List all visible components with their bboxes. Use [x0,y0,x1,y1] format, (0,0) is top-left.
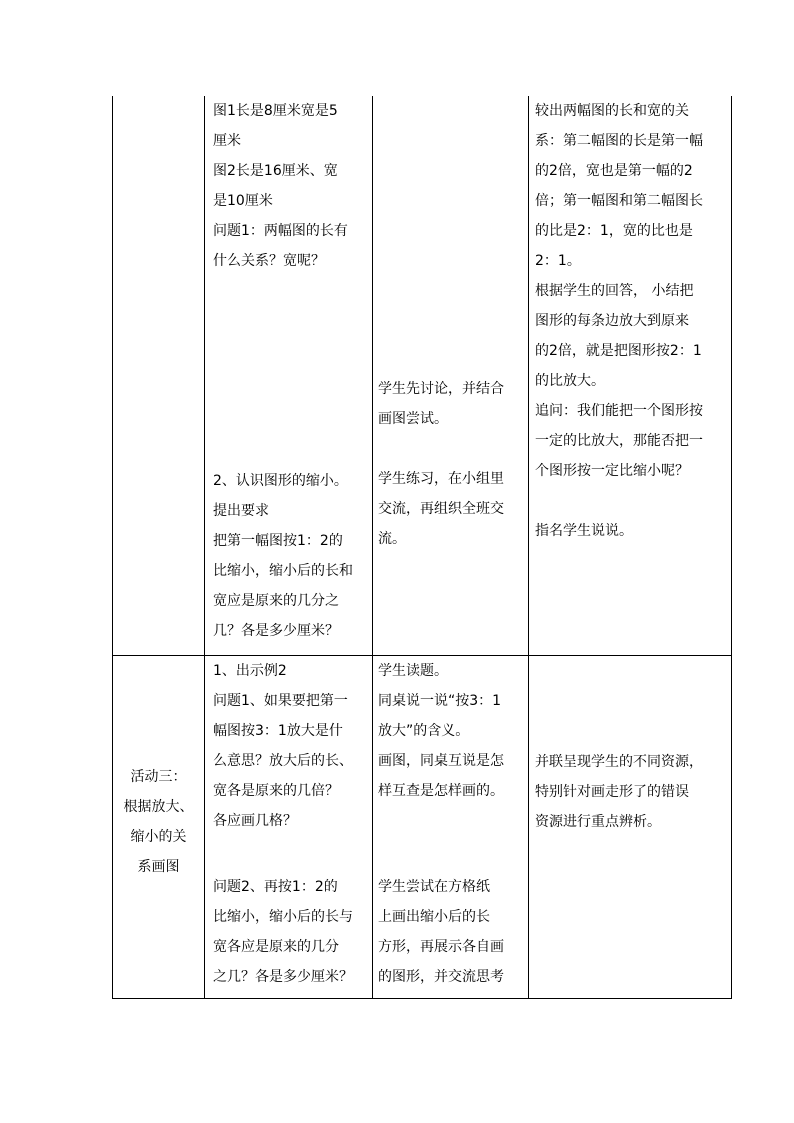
row2-col2-cell-lower [213,872,368,992]
text-line: 学生尝试在方格纸 [378,879,490,895]
row1-col2-cell-lower [213,466,368,646]
text-line: 什么关系？宽呢？ [213,253,325,269]
text-line: 图1长是8厘米宽是5 [213,103,338,119]
text-line: 交流，再组织全班交 [378,501,504,517]
text-line: 放大”的含义。 [378,723,470,739]
text-line: 各应画几格？ [213,813,297,829]
text-line: 学生练习，在小组里 [378,471,504,487]
text-line: 问题2、再按1：2的 [213,879,338,895]
text-line: 画图尝试。 [378,411,448,427]
table-border-bottom [112,998,732,999]
activity-title-line: 缩小的关 [130,829,187,845]
row2-col4-cell [535,747,727,837]
text-line: 较出两幅图的长和宽的关 [535,103,689,119]
text-line: 问题1：两幅图的长有 [213,223,348,239]
text-line: 几？各是多少厘米？ [213,623,339,639]
row1-col2-cell [213,96,368,276]
column-divider-2 [372,96,373,999]
text-line: 倍；第一幅图和第二幅图长 [535,193,703,209]
text-line: 2、认识图形的缩小。 [213,473,348,489]
text-line: 流。 [378,531,406,547]
text-line: 是10厘米 [213,193,273,209]
column-divider-1 [204,96,205,999]
text-line: 样互查是怎样画的。 [378,783,504,799]
text-line: 比缩小，缩小后的长与 [213,909,353,925]
text-line: 学生先讨论，并结合 [378,381,504,397]
text-line: 宽各是原来的几倍？ [213,783,339,799]
column-divider-3 [528,96,529,999]
lesson-plan-table [112,96,732,999]
activity-title-line: 活动三： [130,769,187,785]
text-line: 厘米 [213,133,241,149]
text-line: 宽应是原来的几分之 [213,593,339,609]
text-line: 把第一幅图按1：2的 [213,533,343,549]
text-line: 一定的比放大，那能否把一 [535,433,703,449]
text-line: 并联呈现学生的不同资源， [535,754,703,770]
text-line: 的图形，并交流思考 [378,969,504,985]
text-line: 的比放大。 [535,373,605,389]
text-line: 指名学生说说。 [535,523,633,539]
text-line: 图2长是16厘米、宽 [213,163,338,179]
row2-col1-cell [113,762,204,882]
text-line: 系：第二幅图的长是第一幅 [535,133,703,149]
row2-col3-cell [378,656,524,806]
text-line: 的2倍，宽也是第一幅的2 [535,163,693,179]
activity-title-line: 系画图 [137,859,180,875]
text-line: 根据学生的回答， 小结把 [535,283,694,299]
text-line: 提出要求 [213,503,269,519]
text-line: 学生读题。 [378,663,448,679]
text-line: 幅图按3：1放大是什 [213,723,343,739]
table-border-right [731,96,732,999]
text-line: 的2倍，就是把图形按2：1 [535,343,702,359]
row1-col4-cell [535,96,727,546]
row2-col2-cell [213,656,368,836]
row1-col3-cell [378,374,524,554]
text-line: 图形的每条边放大到原来 [535,313,689,329]
text-line: 画图，同桌互说是怎 [378,753,504,769]
text-line: 方形，再展示各自画 [378,939,504,955]
text-line: 1、出示例2 [213,663,287,679]
text-line: 特别针对画走形了的错误 [535,784,689,800]
text-line: 上画出缩小后的长 [378,909,490,925]
text-line [535,486,727,516]
text-line: 么意思？放大后的长、 [213,753,353,769]
text-line: 问题1、如果要把第一 [213,693,348,709]
text-line: 比缩小，缩小后的长和 [213,563,353,579]
text-line: 资源进行重点辨析。 [535,814,661,830]
text-line: 之几？各是多少厘米？ [213,969,353,985]
activity-title-line: 根据放大、 [123,799,194,815]
text-line: 个图形按一定比缩小呢？ [535,463,689,479]
row2-col3-cell-lower [378,872,524,992]
text-line [378,434,524,464]
text-line: 2：1。 [535,253,581,269]
text-line: 宽各应是原来的几分 [213,939,339,955]
text-line: 追问：我们能把一个图形按 [535,403,703,419]
text-line: 同桌说一说“按3：1 [378,693,502,709]
text-line: 的比是2：1，宽的比也是 [535,223,693,239]
